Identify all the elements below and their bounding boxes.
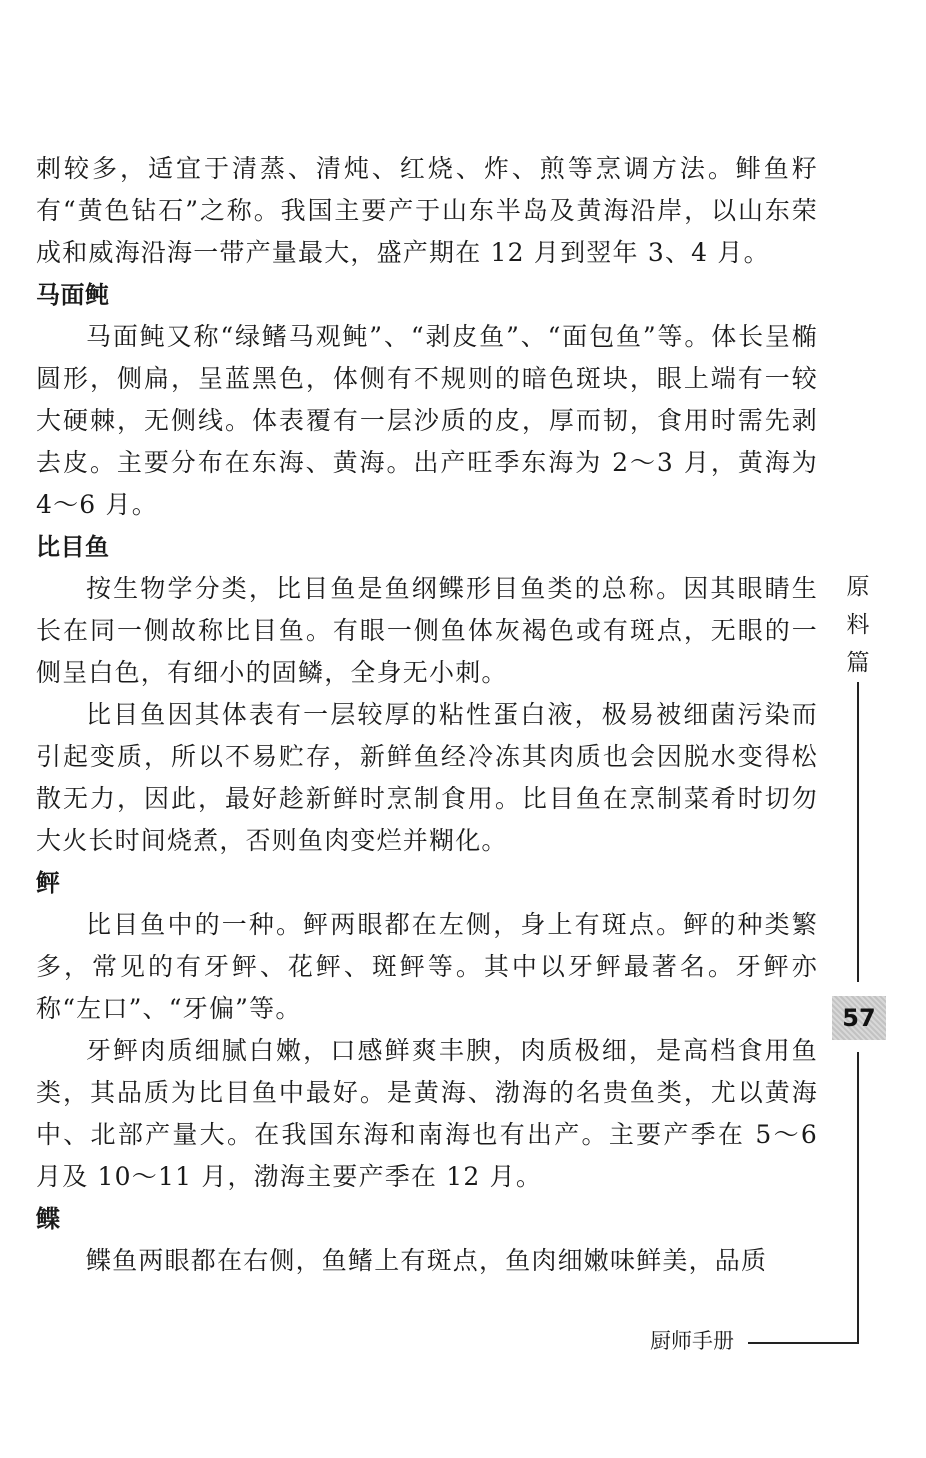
paragraph-die: 鲽鱼两眼都在右侧，鱼鳍上有斑点，鱼肉细嫩味鲜美，品质 [86, 1246, 768, 1275]
paragraph-mamiantun: 马面鲀又称“绿鳍马观鲀”、“剥皮鱼”、“面包鱼”等。体长呈椭圆形，侧扁，呈蓝黑色，体侧有不规则的暗色斑块，眼上端有一较大硬棘，无侧线。体表覆有一层沙质的皮，厚而韧，食用时需先剥去皮。主要分布在东海、黄海。出产旺季东海为 2～3 月，黄海为 4～6 月。 [36, 322, 818, 519]
body-text [36, 148, 818, 1282]
section-heading-mamiantun: 马面鲀 [36, 281, 110, 309]
footer-rule [748, 1342, 859, 1344]
side-tab-char-2: 料 [846, 612, 870, 638]
side-tab-char-3: 篇 [846, 650, 870, 676]
side-tab-char-1: 原 [846, 574, 870, 600]
footer-book-title: 厨师手册 [650, 1329, 734, 1353]
chapter-side-tab [842, 568, 874, 682]
side-rule-lower [857, 1052, 859, 1344]
page-number-badge [832, 996, 886, 1040]
paragraph-continued: 刺较多，适宜于清蒸、清炖、红烧、炸、煎等烹调方法。鲱鱼籽有“黄色钻石”之称。我国主要产于山东半岛及黄海沿岸，以山东荣成和威海沿海一带产量最大，盛产期在 12 月到翌年 3、4 月。 [36, 154, 818, 267]
section-heading-bimuyu: 比目鱼 [36, 533, 110, 561]
section-heading-die: 鲽 [36, 1205, 61, 1233]
page-number: 57 [842, 1004, 876, 1032]
section-heading-ping: 鲆 [36, 869, 61, 897]
paragraph-ping-2: 牙鲆肉质细腻白嫩，口感鲜爽丰腴，肉质极细，是高档食用鱼类，其品质为比目鱼中最好。是黄海、渤海的名贵鱼类，尤以黄海中、北部产量大。在我国东海和南海也有出产。主要产季在 5～6 月及 10～11 月，渤海主要产季在 12 月。 [36, 1036, 818, 1191]
side-rule-upper [857, 682, 859, 982]
paragraph-bimuyu-1: 按生物学分类，比目鱼是鱼纲鲽形目鱼类的总称。因其眼睛生长在同一侧故称比目鱼。有眼一侧鱼体灰褐色或有斑点，无眼的一侧呈白色，有细小的固鳞，全身无小刺。 [36, 574, 818, 687]
paragraph-bimuyu-2: 比目鱼因其体表有一层较厚的粘性蛋白液，极易被细菌污染而引起变质，所以不易贮存，新鲜鱼经冷冻其肉质也会因脱水变得松散无力，因此，最好趁新鲜时烹制食用。比目鱼在烹制菜肴时切勿大火长时间烧煮，否则鱼肉变烂并糊化。 [36, 700, 818, 855]
paragraph-ping-1: 比目鱼中的一种。鲆两眼都在左侧，身上有斑点。鲆的种类繁多，常见的有牙鲆、花鲆、斑鲆等。其中以牙鲆最著名。牙鲆亦称“左口”、“牙偏”等。 [36, 910, 818, 1023]
